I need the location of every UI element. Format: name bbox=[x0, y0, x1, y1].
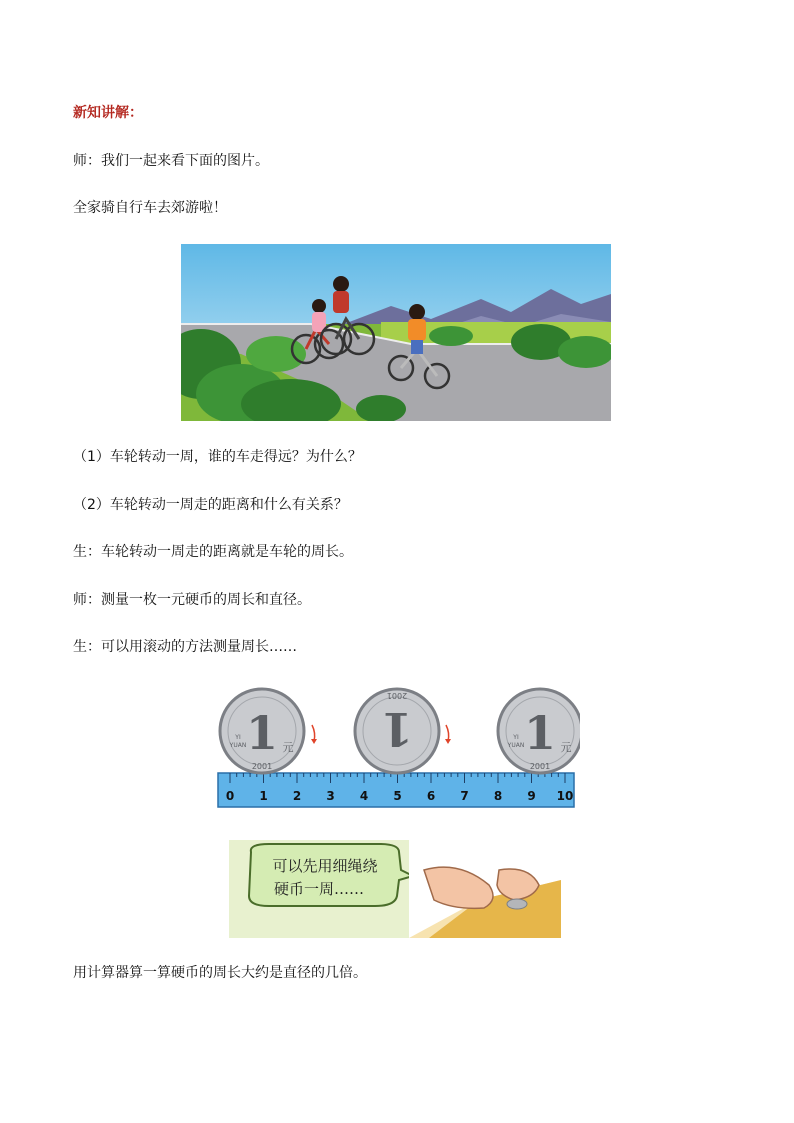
ruler-label: 6 bbox=[426, 789, 436, 803]
svg-text:1: 1 bbox=[523, 706, 557, 760]
svg-text:可以先用细绳绕: 可以先用细绳绕 bbox=[272, 857, 378, 875]
family-cycling-illustration bbox=[181, 244, 611, 421]
student-answer-2: 生：可以用滚动的方法测量周长…… bbox=[73, 639, 297, 655]
svg-text:YI: YI bbox=[513, 734, 519, 741]
ruler-label: 10 bbox=[556, 789, 574, 803]
ruler-label: 5 bbox=[393, 789, 402, 803]
coin-right bbox=[498, 689, 580, 773]
teacher-line-2: 师：测量一枚一元硬币的周长和直径。 bbox=[73, 592, 311, 608]
rolling-arrow-icon bbox=[446, 725, 449, 741]
coin-rolling-illustration bbox=[210, 687, 580, 812]
ruler-label: 7 bbox=[460, 789, 469, 803]
svg-text:2001: 2001 bbox=[529, 762, 551, 771]
svg-text:2001: 2001 bbox=[251, 762, 273, 771]
calculator-instruction: 用计算器算一算硬币的周长大约是直径的几倍。 bbox=[73, 965, 367, 981]
trip-caption: 全家骑自行车去郊游啦！ bbox=[73, 200, 227, 216]
ruler-label: 2 bbox=[292, 789, 302, 803]
svg-text:元: 元 bbox=[560, 741, 572, 754]
string-measurement-illustration bbox=[229, 840, 561, 938]
student-answer-1: 生：车轮转动一周走的距离就是车轮的周长。 bbox=[73, 544, 353, 560]
ruler-label: 8 bbox=[493, 789, 503, 803]
question-2: （2）车轮转动一周走的距离和什么有关系？ bbox=[73, 497, 348, 513]
ruler-label: 9 bbox=[527, 789, 536, 803]
svg-text:1: 1 bbox=[380, 702, 414, 756]
section-heading: 新知讲解： bbox=[73, 105, 143, 121]
svg-text:YUAN: YUAN bbox=[229, 742, 247, 749]
coin-middle bbox=[355, 689, 439, 773]
svg-text:元: 元 bbox=[282, 741, 294, 754]
ruler-label: 3 bbox=[326, 789, 335, 803]
ruler-label: 1 bbox=[259, 789, 268, 803]
svg-text:1: 1 bbox=[245, 706, 279, 760]
question-1: （1）车轮转动一周，谁的车走得远？为什么？ bbox=[73, 449, 362, 465]
svg-text:YI: YI bbox=[235, 734, 241, 741]
ruler-label: 4 bbox=[359, 789, 369, 803]
teacher-line-1: 师：我们一起来看下面的图片。 bbox=[73, 153, 269, 169]
coin-left bbox=[220, 689, 304, 773]
svg-text:硬币一周……: 硬币一周…… bbox=[273, 880, 365, 898]
ruler-label: 0 bbox=[225, 789, 235, 803]
rolling-arrow-icon bbox=[312, 725, 315, 741]
svg-text:2001: 2001 bbox=[386, 691, 408, 700]
hands-with-coin bbox=[409, 840, 561, 938]
svg-text:YUAN: YUAN bbox=[507, 742, 525, 749]
